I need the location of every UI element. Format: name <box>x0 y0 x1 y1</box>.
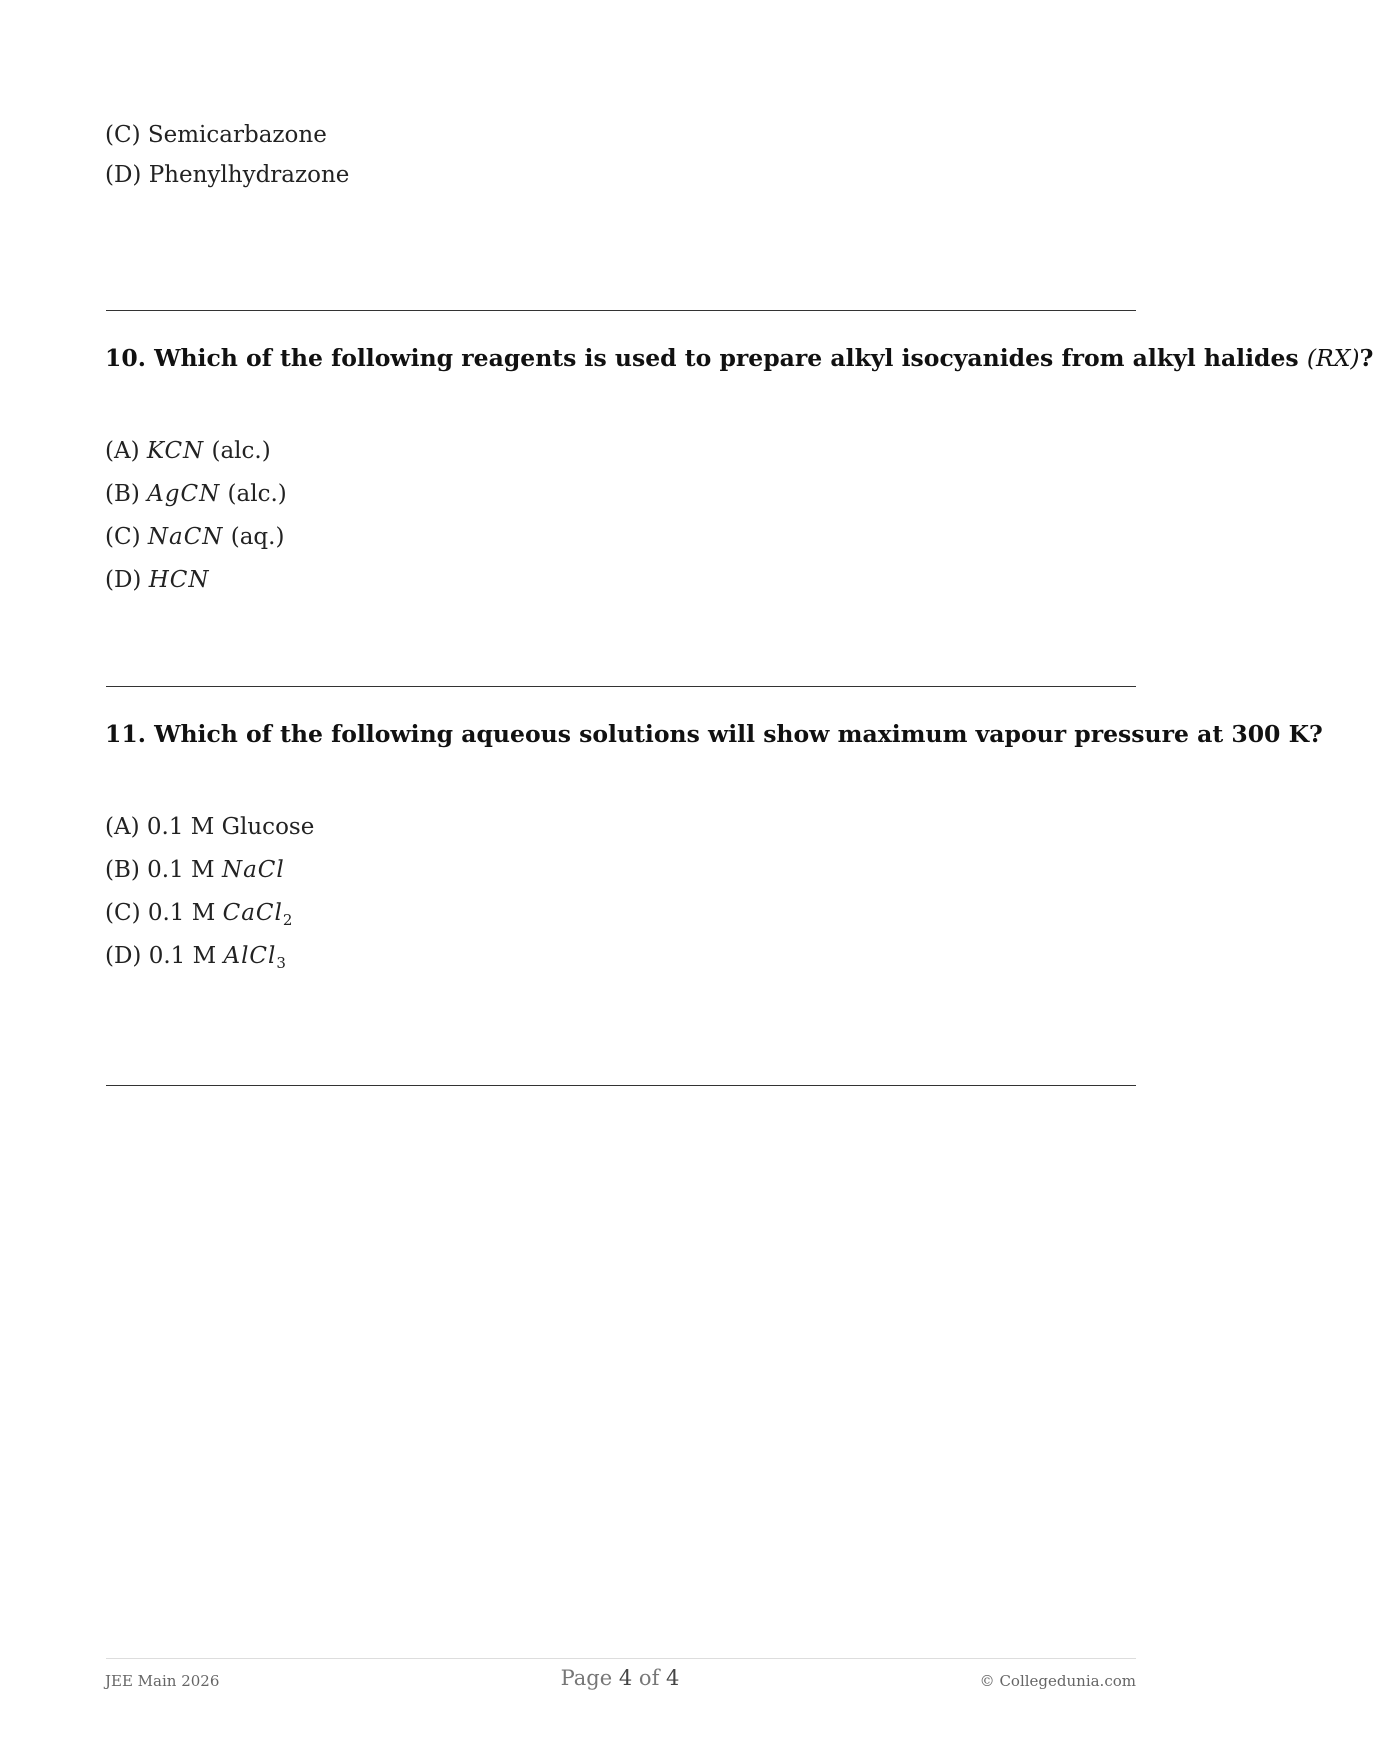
option-d-prev <box>105 160 349 190</box>
question-suffix: ? <box>1359 344 1373 372</box>
q11-option-a <box>105 812 314 842</box>
option-prefix: 0.1 M <box>147 857 215 883</box>
option-formula: CaCl <box>222 900 283 926</box>
option-formula: KCN <box>146 438 205 464</box>
page-word: Page <box>560 1666 613 1690</box>
q10-option-b <box>105 479 287 509</box>
option-text: Glucose <box>221 814 315 840</box>
q11-option-d <box>105 941 286 971</box>
option-formula: HCN <box>148 567 210 593</box>
option-c-prev <box>105 120 327 150</box>
option-text: Phenylhydrazone <box>148 162 350 188</box>
option-label: (D) <box>105 162 142 188</box>
question-number: 10. <box>105 344 146 372</box>
question-divider <box>106 310 1136 311</box>
option-note: (aq.) <box>230 524 285 550</box>
option-formula: NaCN <box>147 524 224 550</box>
option-note: (alc.) <box>227 481 287 507</box>
page-of: of <box>638 1666 660 1690</box>
question-math: (RX) <box>1306 344 1360 372</box>
q10-option-d <box>105 565 209 595</box>
question-divider <box>106 686 1136 687</box>
option-note: (alc.) <box>211 438 271 464</box>
option-label: (B) <box>105 857 140 883</box>
option-label: (A) <box>105 438 140 464</box>
option-label: (C) <box>105 122 141 148</box>
option-label: (A) <box>105 814 140 840</box>
question-divider <box>106 1085 1136 1086</box>
option-label: (C) <box>105 900 141 926</box>
option-prefix: 0.1 M <box>148 943 217 969</box>
question-10 <box>105 343 1373 373</box>
footer-exam-name: JEE Main 2026 <box>105 1672 220 1690</box>
option-subscript: 3 <box>276 954 286 972</box>
footer-copyright: © Collegedunia.com <box>979 1672 1136 1690</box>
question-11 <box>105 719 1323 749</box>
question-text: Which of the following aqueous solutions will show maximum vapour pressure at 300 K? <box>154 720 1323 748</box>
option-label: (D) <box>105 943 142 969</box>
q10-option-c <box>105 522 284 552</box>
q10-option-a <box>105 436 271 466</box>
option-prefix: 0.1 M <box>146 814 215 840</box>
option-prefix: 0.1 M <box>147 900 216 926</box>
option-formula: NaCl <box>221 857 285 883</box>
q11-option-b <box>105 855 285 885</box>
option-formula: AlCl <box>223 943 277 969</box>
footer-divider <box>106 1658 1136 1659</box>
q11-option-c <box>105 898 292 928</box>
question-number: 11. <box>105 720 146 748</box>
option-formula: AgCN <box>147 481 221 507</box>
option-label: (C) <box>105 524 141 550</box>
option-text: Semicarbazone <box>147 122 327 148</box>
question-text: Which of the following reagents is used to prepare alkyl isocyanides from alkyl halides <box>154 344 1299 372</box>
page-current: 4 <box>618 1666 633 1690</box>
option-label: (D) <box>105 567 142 593</box>
page-total: 4 <box>666 1666 680 1690</box>
option-subscript: 2 <box>282 911 293 929</box>
option-label: (B) <box>105 481 140 507</box>
